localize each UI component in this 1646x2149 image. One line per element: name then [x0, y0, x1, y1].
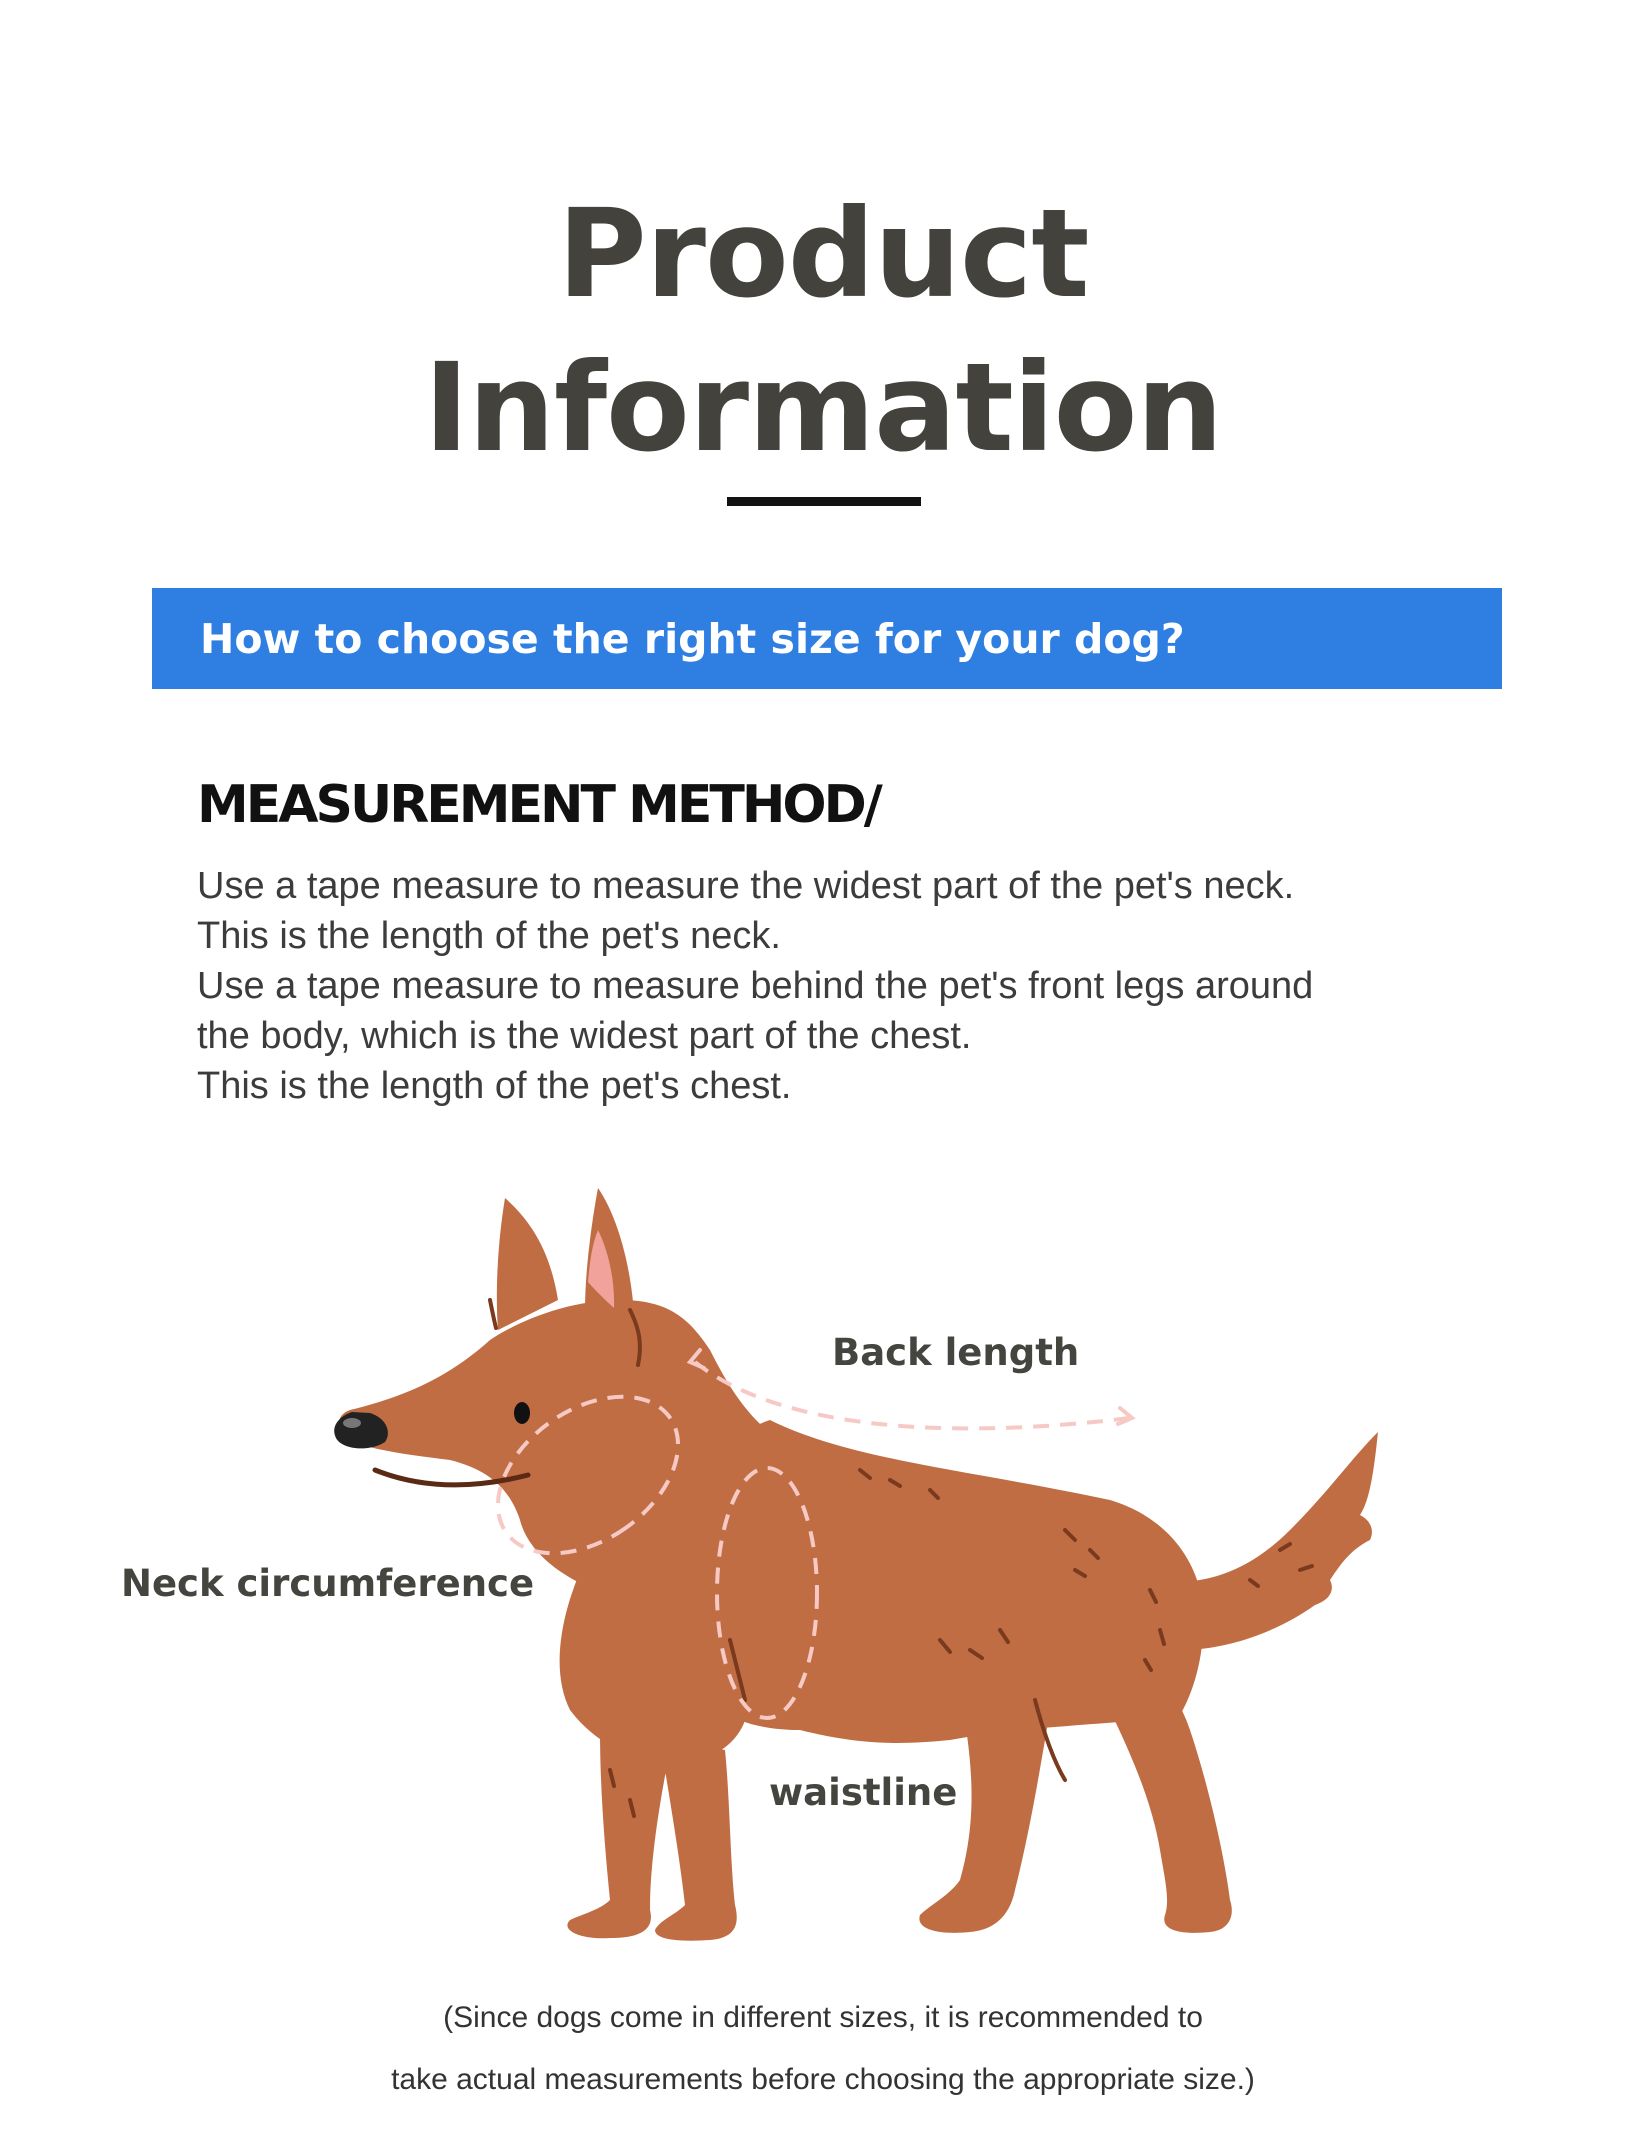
instruction-line: This is the length of the pet's chest.: [197, 1065, 792, 1107]
footnote-line-1: (Since dogs come in different sizes, it is recommended to: [443, 2001, 1203, 2034]
footnote-line-2: take actual measurements before choosing the appropriate size.): [391, 2063, 1255, 2096]
dog-illustration: [330, 1170, 1390, 1950]
dog-eye-shape: [514, 1402, 530, 1424]
size-guide-banner-text: How to choose the right size for your dog?: [200, 615, 1185, 663]
instruction-line: Use a tape measure to measure behind the pet's front legs around: [197, 965, 1314, 1007]
page-title-line-1: Product: [557, 183, 1089, 325]
instruction-line: the body, which is the widest part of the chest.: [197, 1015, 972, 1057]
instruction-line: Use a tape measure to measure the widest part of the pet's neck.: [197, 865, 1295, 907]
back-length-label: Back length: [832, 1331, 1080, 1374]
instruction-line: This is the length of the pet's neck.: [197, 915, 781, 957]
waistline-label: waistline: [769, 1771, 958, 1814]
measurement-method-heading: MEASUREMENT METHOD/: [197, 775, 880, 835]
page-title-line-2: Information: [423, 337, 1223, 479]
title-underline-divider: [727, 497, 921, 506]
size-guide-banner: [152, 588, 1502, 689]
nose-highlight-shape: [343, 1418, 361, 1428]
measurement-instructions: [197, 861, 1313, 1111]
neck-circumference-label: Neck circumference: [121, 1562, 535, 1605]
